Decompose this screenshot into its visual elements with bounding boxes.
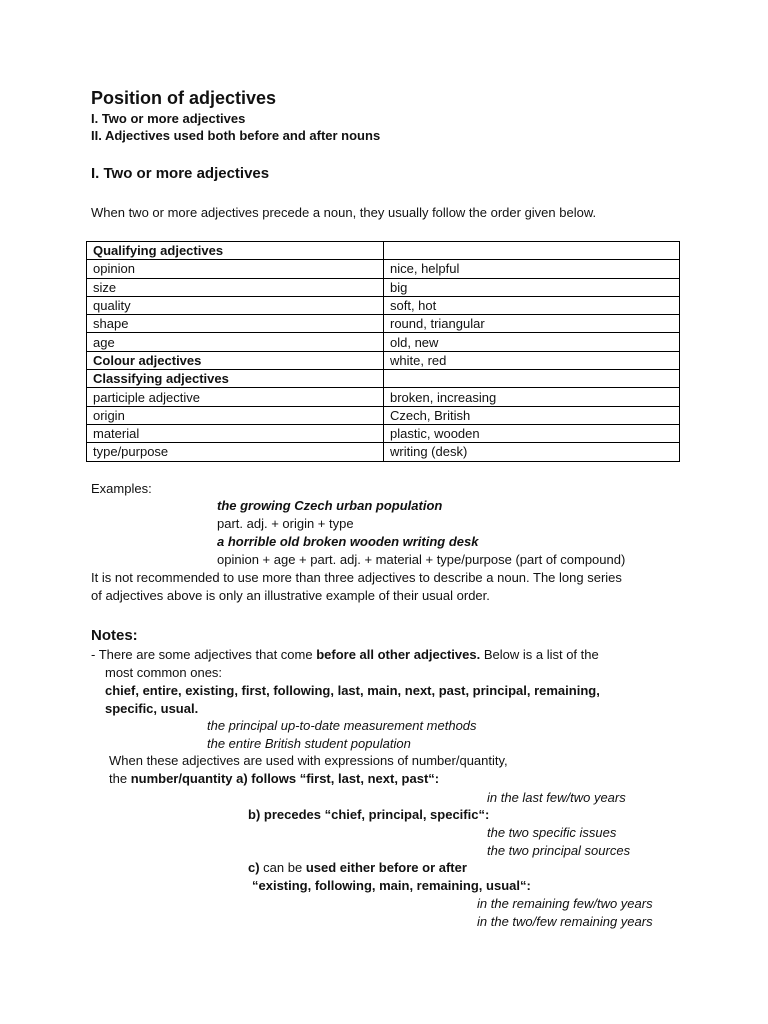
table-row	[87, 370, 680, 388]
example-1: the growing Czech urban population	[217, 498, 443, 513]
table-cell-category: age	[87, 333, 384, 351]
table-cell-examples: big	[384, 278, 680, 296]
table-cell-category: opinion	[87, 260, 384, 278]
adjective-list-line-1: chief, entire, existing, first, following, last, main, next, past, principal, remaining,	[105, 683, 600, 698]
quantity-rule-a: number/quantity a) follows “first, last, next, past“:	[130, 771, 440, 786]
examples-label: Examples:	[91, 481, 152, 496]
rule-c-list: “existing, following, main, remaining, usual“:	[252, 878, 531, 893]
example-c-1: in the remaining few/two years	[477, 896, 653, 911]
table-cell-examples	[384, 370, 680, 388]
table-cell-category: participle adjective	[87, 388, 384, 406]
notes-intro-pre: - There are some adjectives that come	[91, 647, 317, 662]
table-cell-category: shape	[87, 315, 384, 333]
example-c-2: in the two/few remaining years	[477, 914, 653, 929]
table-cell-examples: round, triangular	[384, 315, 680, 333]
table-row	[87, 260, 680, 278]
table-cell-category: Colour adjectives	[87, 351, 384, 369]
notes-heading: Notes:	[91, 627, 138, 644]
table-row	[87, 333, 680, 351]
quantity-line-2	[109, 770, 439, 788]
remark-line-2: of adjectives above is only an illustrative example of their usual order.	[91, 588, 490, 603]
notes-intro-bold: before all other adjectives.	[316, 647, 481, 662]
section-heading: I. Two or more adjectives	[91, 165, 270, 182]
toc-item-1: I. Two or more adjectives	[91, 111, 246, 126]
notes-example-2: the entire British student population	[207, 736, 411, 751]
table-cell-category: Qualifying adjectives	[87, 242, 384, 260]
table-cell-examples: soft, hot	[384, 296, 680, 314]
rule-c-bold: used either before or after	[305, 860, 467, 875]
table-cell-category: material	[87, 424, 384, 442]
table-row	[87, 315, 680, 333]
example-b-2: the two principal sources	[487, 843, 631, 858]
notes-intro-line-2: most common ones:	[105, 665, 223, 680]
example-b-1: the two specific issues	[487, 825, 617, 840]
notes-intro-post: Below is a list of the	[480, 647, 599, 662]
toc-item-2: II. Adjectives used both before and after nouns	[91, 128, 381, 143]
table-cell-category: size	[87, 278, 384, 296]
table-row	[87, 278, 680, 296]
table-cell-category: Classifying adjectives	[87, 370, 384, 388]
table-cell-examples: writing (desk)	[384, 443, 680, 461]
notes-intro	[91, 646, 599, 664]
table-row	[87, 406, 680, 424]
rule-c-pre: can be	[259, 860, 306, 875]
table-cell-category: type/purpose	[87, 443, 384, 461]
table-row	[87, 424, 680, 442]
table-cell-examples: nice, helpful	[384, 260, 680, 278]
table-row	[87, 443, 680, 461]
table-row	[87, 296, 680, 314]
table-cell-examples: plastic, wooden	[384, 424, 680, 442]
remark-line-1: It is not recommended to use more than three adjectives to describe a noun. The long series	[91, 570, 622, 585]
table-cell-category: origin	[87, 406, 384, 424]
quantity-line-1: When these adjectives are used with expressions of number/quantity,	[109, 753, 508, 768]
table-cell-examples: white, red	[384, 351, 680, 369]
adjective-order-table	[86, 241, 680, 462]
example-2: a horrible old broken wooden writing desk	[217, 534, 479, 549]
table-row	[87, 388, 680, 406]
example-1-gloss: part. adj. + origin + type	[217, 516, 354, 531]
quantity-pre: the	[109, 771, 131, 786]
example-a: in the last few/two years	[487, 790, 626, 805]
page-title: Position of adjectives	[91, 88, 277, 108]
rule-c	[248, 859, 467, 877]
rule-c-label: c)	[248, 860, 260, 875]
adjective-list-line-2: specific, usual.	[105, 701, 199, 716]
table-cell-examples: old, new	[384, 333, 680, 351]
table-cell-examples	[384, 242, 680, 260]
example-2-gloss: opinion + age + part. adj. + material + type/purpose (part of compound)	[217, 552, 626, 567]
intro-paragraph: When two or more adjectives precede a noun, they usually follow the order given below.	[91, 205, 597, 220]
table-row	[87, 351, 680, 369]
table-cell-category: quality	[87, 296, 384, 314]
table-row	[87, 242, 680, 260]
rule-b: b) precedes “chief, principal, specific“:	[248, 807, 490, 822]
notes-example-1: the principal up-to-date measurement methods	[207, 718, 477, 733]
table-cell-examples: Czech, British	[384, 406, 680, 424]
table-cell-examples: broken, increasing	[384, 388, 680, 406]
